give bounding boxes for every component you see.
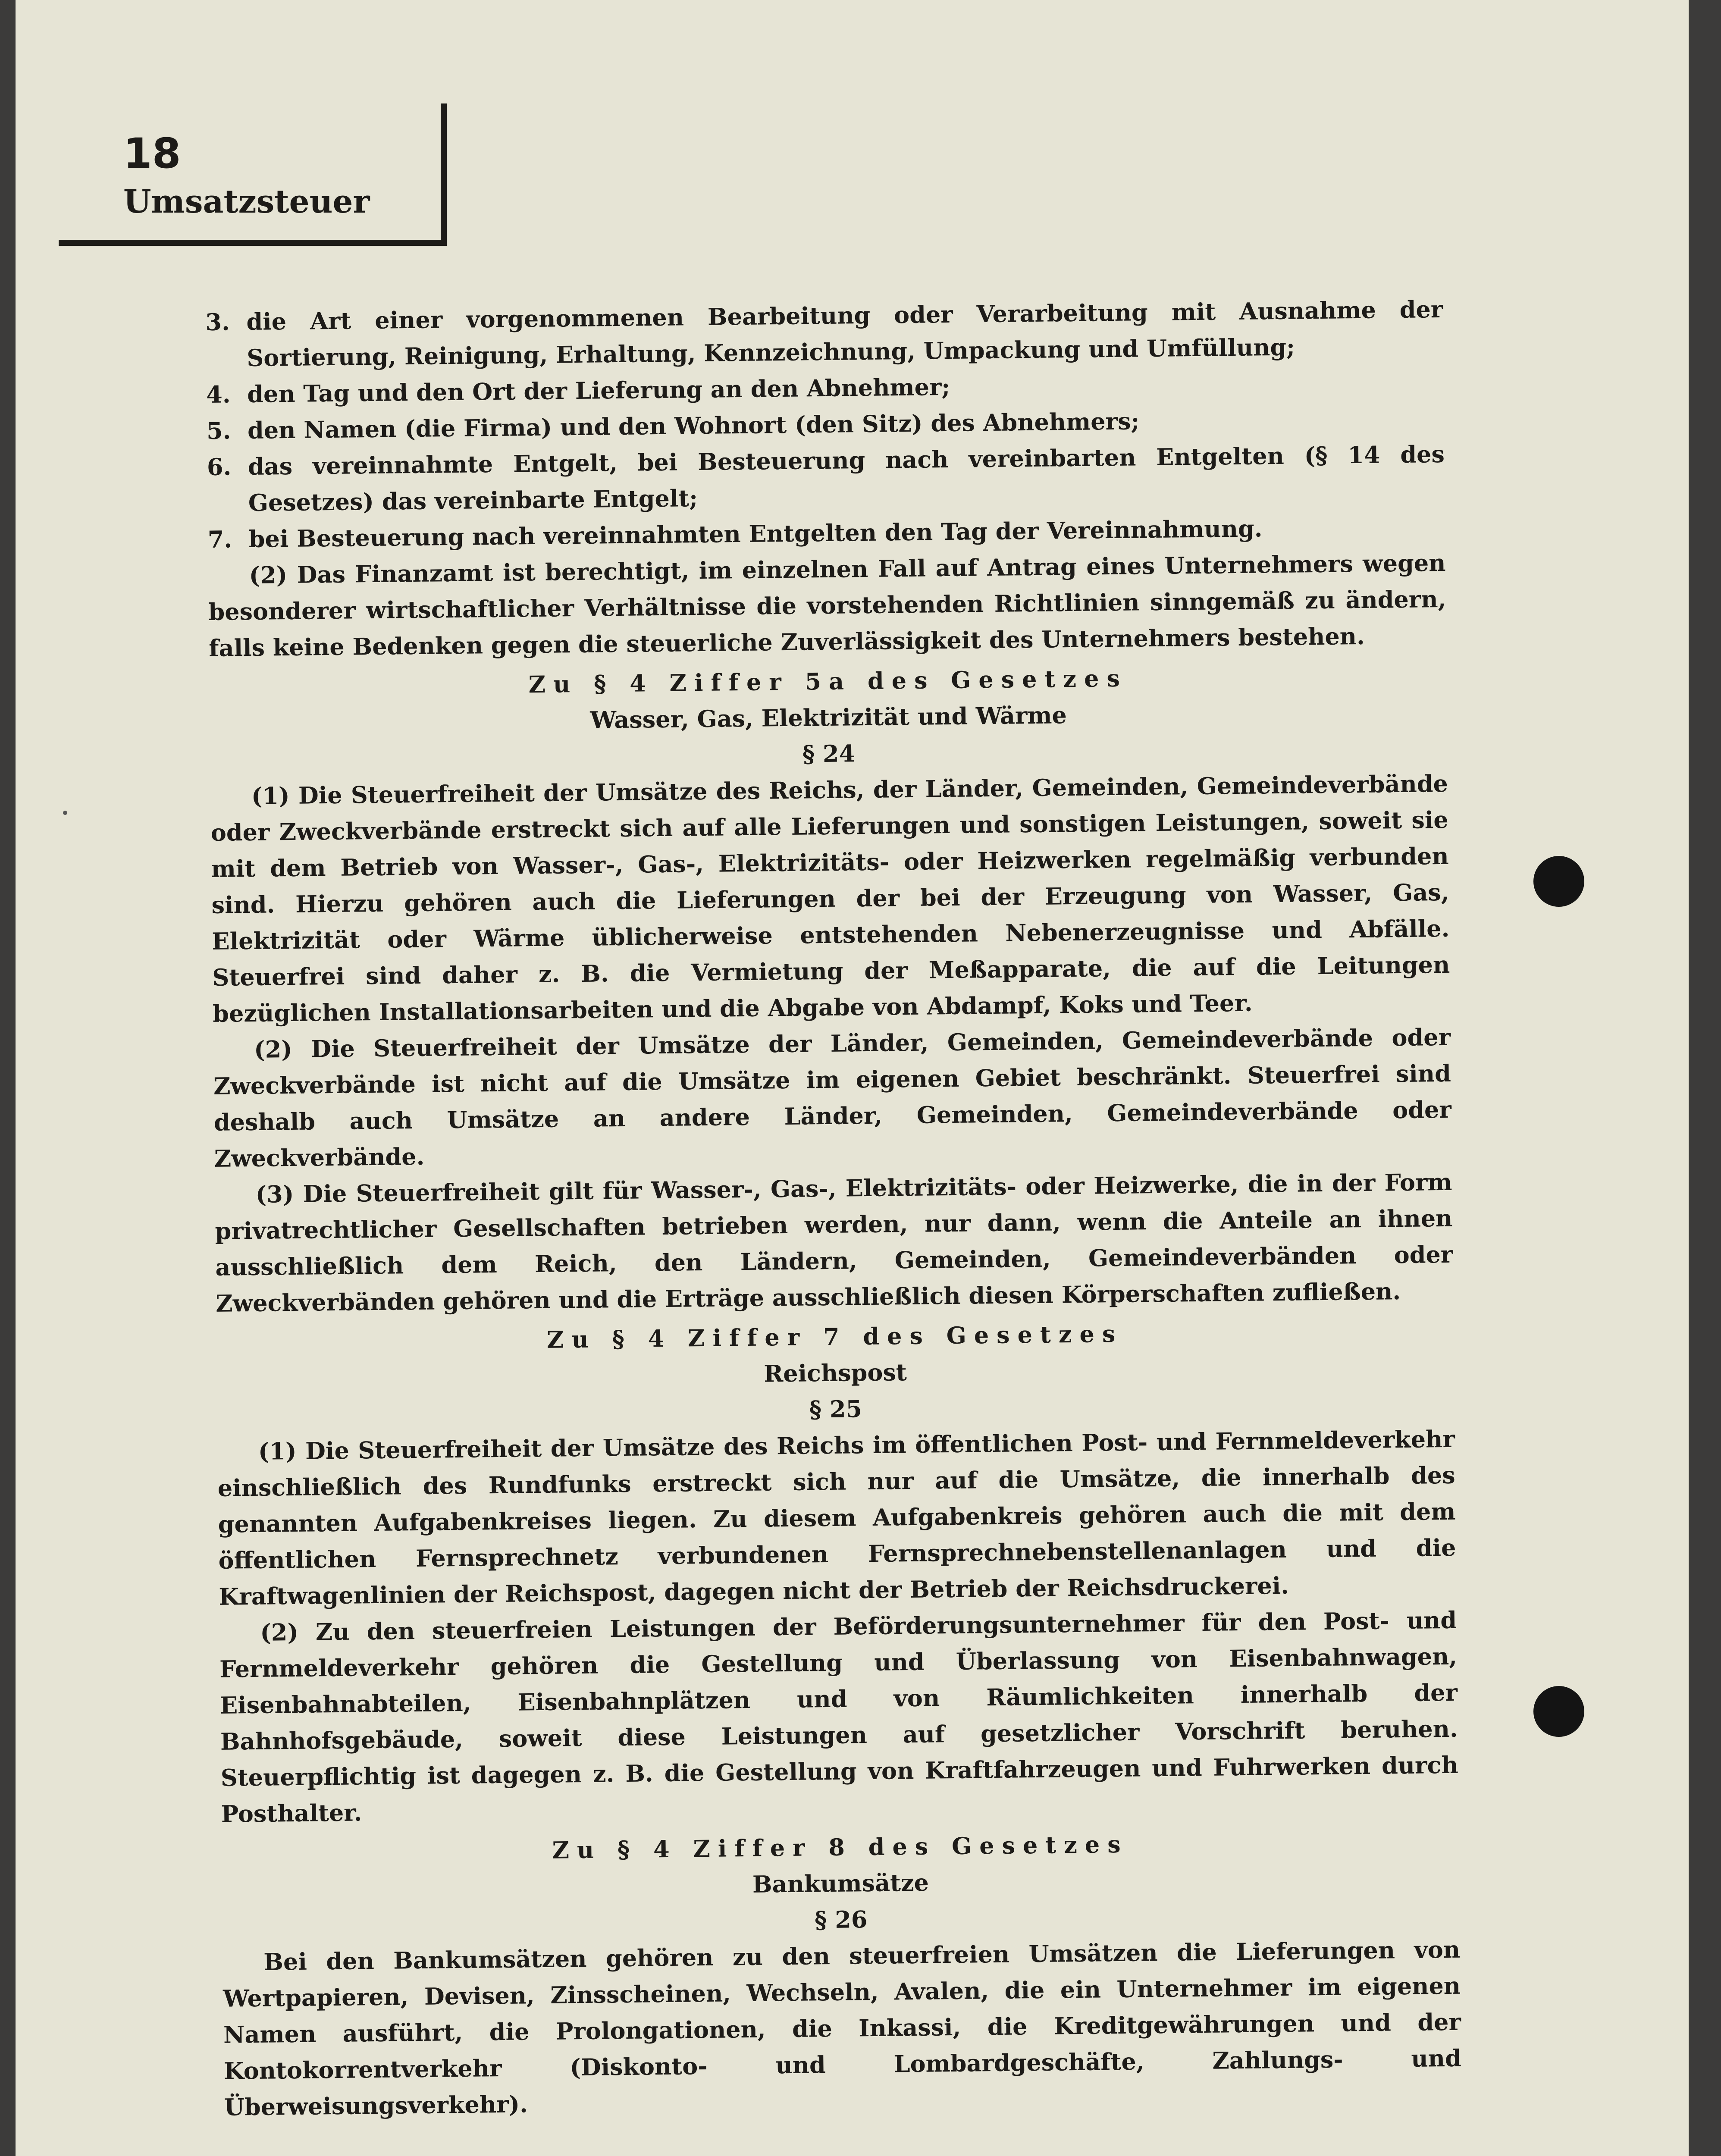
list-item-text: das vereinnahmte Entgelt, bei Besteuerung nach vereinbarten Entgelten (§ 14 des Gesetzes) das vereinbarte Entgelt; [248, 440, 1445, 517]
document-page [16, 0, 1689, 2156]
section-25-paragraph-2: (2) Zu den steuerfreien Leistungen der Beförderungsunternehmer für den Post- und Fernmeldeverkehr gehören die Gestellung und Überlassung von Eisenbahnwagen, Eisenbahnabteilen, Eisenbahnplätzen und von Räumlichkeiten innerhalb der Bahnhofsgebäude, soweit diese Leistungen auf gesetzlicher Vorschrift beruhen. Steuerpflichtig ist dagegen z. B. die Gestellung von Kraftfahrzeugen und Fuhrwerken durch Posthalter. [219, 1606, 1458, 1828]
list-item-number: 7. [207, 525, 232, 553]
section-24-number: § 24 [802, 740, 856, 768]
section-25-reference: Zu § 4 Ziffer 7 des Gesetzes [546, 1319, 1123, 1354]
section-26-reference: Zu § 4 Ziffer 8 des Gesetzes [552, 1830, 1129, 1864]
section-24-reference: Zu § 4 Ziffer 5a des Gesetzes [528, 664, 1128, 699]
section-25-paragraph-1: (1) Die Steuerfreiheit der Umsätze des Reichs im öffentlichen Post- und Fernmeldeverkehr einschließlich des Rundfunks erstreckt sich nur auf die Umsätze, die innerhalb des genannten Aufgabenkreises liegen. Zu diesem Aufgabenkreis gehören auch die mit dem öffentlichen Fernsprechnetz verbundenen Fernsprechnebenstellenanlagen und die Kraftwagenlinien der Reichspost, dagegen nicht der Betrieb der Reichsdruckerei. [217, 1425, 1456, 1611]
section-24-subject: Wasser, Gas, Elektrizität und Wärme [590, 701, 1067, 734]
section-24-paragraph-3: (3) Die Steuerfreiheit gilt für Wasser-, Gas-, Elektrizitäts- oder Heizwerke, die in der Form privatrechtlicher Gesellschaften betrieben werden, nur dann, wenn die Anteile an ihnen ausschließlich dem Reich, den Ländern, Gemeinden, Gemeindeverbänden oder Zweckverbänden gehören und die Erträge ausschließlich diesen Körperschaften zufließen. [215, 1168, 1453, 1317]
section-25-subject: Reichspost [763, 1358, 907, 1388]
header-number: 18 [123, 129, 181, 178]
list-item-number: 4. [206, 380, 231, 408]
list-item-text: den Namen (die Firma) und den Wohnort (den Sitz) des Abnehmers; [247, 407, 1140, 444]
list-item-text: die Art einer vorgenommenen Bearbeitung oder Verarbeitung mit Ausnahme der Sortierung, Reinigung, Erhaltung, Kennzeichnung, Umpackung und Umfüllung; [246, 295, 1443, 372]
list-item [207, 436, 1445, 521]
section-26-number: § 26 [814, 1905, 868, 1934]
paragraph-23-2: (2) Das Finanzamt ist berechtigt, im einzelnen Fall auf Antrag eines Unternehmers wegen besonderer wirtschaftlicher Verhältnisse die vorstehenden Richtlinien sinngemäß zu ändern, falls keine Bedenken gegen die steuerliche Zuverlässigkeit des Unternehmers bestehen. [208, 548, 1446, 662]
list-item-number: 5. [206, 417, 231, 445]
list-item-number: 6. [207, 453, 232, 481]
speck-dot [63, 811, 67, 815]
header-title: Umsatzsteuer [123, 183, 370, 220]
section-24-paragraph-1: (1) Die Steuerfreiheit der Umsätze des Reichs, der Länder, Gemeinden, Gemeindeverbände oder Zweckverbände erstreckt sich auf alle Lieferungen und sonstigen Leistungen, soweit sie mit dem Betrieb von Wasser-, Gas-, Elektrizitäts- oder Heizwerken regelmäßig verbunden sind. Hierzu gehören auch die Lieferungen der bei der Erzeugung von Wasser, Gas, Elektrizität oder Wärme üblicherweise entstehenden Nebenerzeugnisse und Abfälle. Steuerfrei sind daher z. B. die Vermietung der Meßapparate, die auf die Leitungen bezüglichen Installationsarbeiten und die Abgabe von Abdampf, Koks und Teer. [210, 769, 1450, 1028]
section-24-paragraph-2: (2) Die Steuerfreiheit der Umsätze der Länder, Gemeinden, Gemeindeverbände oder Zweckverbände ist nicht auf die Umsätze im eigenen Gebiet beschränkt. Steuerfrei sind deshalb auch Umsätze an andere Länder, Gemeinden, Gemeindeverbände oder Zweckverbände. [213, 1023, 1452, 1172]
punch-hole-bottom [1533, 1686, 1584, 1737]
list-item-text: bei Besteuerung nach vereinnahmten Entgelten den Tag der Vereinnahmung. [248, 514, 1263, 553]
list-item-number: 3. [205, 308, 230, 336]
body-text [205, 291, 1462, 2125]
list-item [205, 291, 1444, 376]
section-25-number: § 25 [809, 1395, 862, 1423]
header-frame [59, 103, 447, 246]
section-26-subject: Bankumsätze [752, 1868, 929, 1898]
list-item-text: den Tag und den Ort der Lieferung an den Abnehmer; [247, 373, 950, 408]
punch-hole-top [1533, 856, 1584, 907]
section-26-paragraph-1: Bei den Bankumsätzen gehören zu den steuerfreien Umsätzen die Lieferungen von Wertpapieren, Devisen, Zinsscheinen, Wechseln, Avalen, die ein Unternehmer im eigenen Namen ausführt, die Prolongationen, die Inkassi, die Kreditgewährungen und der Kontokorrentverkehr (Diskonto- und Lombardgeschäfte, Zahlungs- und Überweisungsverkehr). [223, 1935, 1462, 2121]
